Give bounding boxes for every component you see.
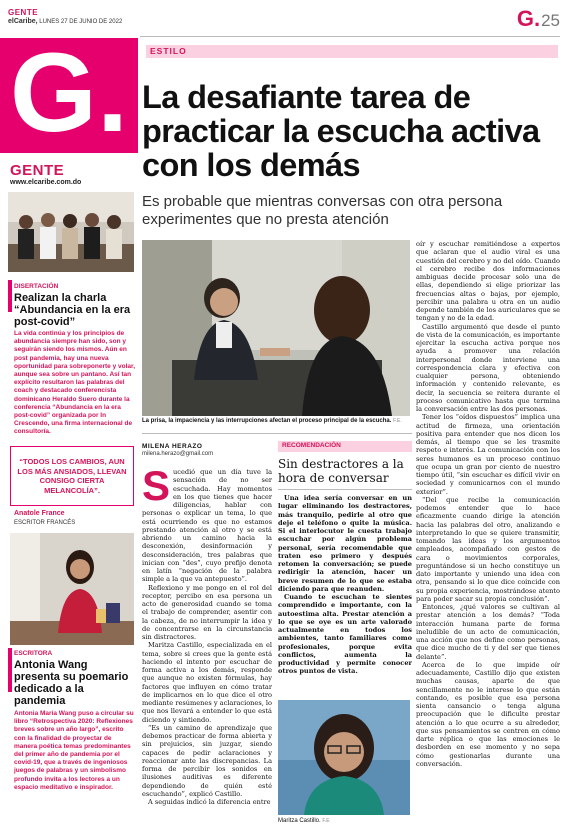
col1-paragraph-2: Reflexiono y me pongo en el rol del receptor, percibo en esa persona un acto de generosidad cuando se toma el trabajo de comprender, asentir con la cabeza, de no interrumpir la idea y de concentrarse en la circunstancia sin distractores.	[142, 583, 272, 641]
article-column-1	[142, 462, 272, 806]
page-header-left	[8, 8, 122, 25]
section-tag	[146, 45, 558, 58]
header-divider	[140, 36, 560, 37]
article-column-3	[416, 240, 560, 768]
quote-box	[10, 446, 134, 506]
recommendation-paragraph-2: Cuando te escuchan te sientes comprendido e importante, con la autoestima alta. Prestar atención a lo que se oye es un arte valorado actualmente en todos los ambientes, tanto familiares como profesionales, porque evita conflictos, aumenta la productividad y permite conocer otros puntos de vista.	[278, 593, 412, 676]
col1-paragraph-1: ucedió que un día tuve la sensación de no ser escuchada. Hay momentos en los que tienes que hacer diligencias, hablar con personas o explicar un tema, lo que está ocurriendo es que no estamos prestando atención al otro y se está abriendo un camino hacia la desconexión, desinformación y desconsideración, tres palabras que inician con “des”, cuyo prefijo denota en latín “negación de la palabra simple a la que va antepuesto”.	[142, 468, 272, 584]
main-photo-caption-text: La prisa, la impaciencia y las interrupciones afectan el proceso principal de la escucha.	[142, 418, 392, 424]
quote-text: “TODOS LOS CAMBIOS, AUN LOS MÁS ANSIADOS, LLEVAN CONSIGO CIERTA MELANCOLÍA”.	[17, 457, 127, 495]
col3-paragraph-6: Acerca de lo que impide oír adecuadamente, Castillo dijo que existen muchas causas, aparte de que sencillamente no le interese lo que están contando, es posible que esa persona sienta cansancio o tenga alguna preocupación que le dificulte prestar atención a lo que ocurre a su alrededor, que sus pensamientos se centren en cómo darte réplica o que las emociones le desborden en ese momento y no sepa cómo gestionarlas durante una conversación.	[416, 660, 560, 768]
photo3-credit: F.E	[322, 818, 330, 824]
recommendation-tag	[278, 441, 412, 452]
quote-author: Anatole France	[14, 510, 65, 517]
page-number: 25	[541, 11, 560, 30]
header-section: GENTE	[8, 8, 39, 17]
story2-accent-bar	[8, 648, 12, 692]
photo3-caption	[278, 818, 330, 824]
story2-kicker: ESCRITORA	[14, 650, 53, 657]
caption-divider	[142, 433, 412, 434]
recommendation-body	[278, 494, 412, 676]
col1-paragraph-5: A seguidas indicó la diferencia entre	[148, 798, 271, 806]
section-tag-label: ESTILO	[150, 46, 187, 56]
col3-paragraph-3: Tener los “oídos dispuestos” implica una actitud de firmeza, una orientación positiva para entender que nos dicen los demás, al tiempo que se les trasmite respeto e interés. La comunicación con los seres humanos es un proceso continuo que ocupa un gran por ciento de nuestro tiempo útil, “sin escuchar es difícil vivir en sociedad y comunicarnos con el mundo exterior”.	[416, 413, 560, 496]
maritza-castillo-photo	[278, 700, 410, 815]
quote-author-role: ESCRITOR FRANCÉS	[14, 520, 76, 526]
story2-body: Antonia María Wang puso a circular su libro “Retrospectiva 2020: Reflexiones breves sobre un año largo”, escrito con la finalidad de proyectar de manera poética temas predominantes del primer año de pandemia por el covid-19, que a través de ingeniosos juegos de palabras y un simbolismo profundo invita a los lectores a un espacio meditativo e inspirador.	[14, 710, 134, 791]
main-photo-credit: F.E.	[393, 418, 402, 424]
photo3-caption-text: Maritza Castillo.	[278, 818, 321, 824]
drop-cap: S	[142, 462, 171, 509]
page-number-block	[517, 6, 560, 32]
col3-paragraph-1: oír y escuchar remitiéndose a expertos que aclaran que el audio viral es una cuestión del cerebro y no del oído. Cuando el cerebro recibe dos informaciones ambiguas decide procesar solo una de ellas, dependiendo si elige priorizar las frecuencias altas o bajas, por ejemplo, percibir una palabra u otra en un audio depende también de los auriculares que se tengan y no de la edad.	[416, 240, 560, 323]
recommendation-title: Sin destractores a la hora de conversar	[278, 457, 404, 485]
recommendation-paragraph-1: Una idea sería conversar en un lugar eliminando los destractores, más tranquilo, pedirle al otro que deje el teléfono o quite la música. Si el interlocutor le cuesta trabajo escuchar por algún problema personal, sería recomendable que traten eso primero y después retomen la conversación; se puede redirigir la atención, hacer un breve resumen de lo que se estaba diciendo para que reanuden.	[278, 494, 412, 593]
col1-paragraph-3: Maritza Castillo, especializada en el tema, sobre si crees que la gente está haciendo el intento por escuchar de forma activa a los demás, responde que aunque no existen fórmulas, hay factores que influyen en cómo tratar de implicarnos en lo que dice el otro mediante resúmenes y aclaraciones, lo que nos llevará a entender lo que está diciendo y sintiendo.	[142, 641, 272, 724]
main-article-photo	[142, 240, 410, 416]
recommendation-label: RECOMENDACIÓN	[282, 442, 341, 449]
sidebar-website[interactable]: www.elcaribe.com.do	[10, 179, 82, 186]
main-photo-caption	[142, 418, 412, 424]
sidebar-section-title: GENTE	[10, 162, 65, 179]
col1-paragraph-4: “Es un camino de aprendizaje que debemos practicar de forma abierta y sin prejuicios, sin juzgar, siendo capaces de pedir aclaraciones y reaccionar ante las discrepancias. La forma de percibir los sonidos en ilusiones auditivas es diferente dependiendo de quién esté escuchando”, explicó Castillo.	[142, 723, 272, 798]
recommendation-divider	[278, 489, 412, 490]
headline: La desafiante tarea de practicar la escucha activa con los demás	[142, 79, 540, 183]
section-logo-letter: G.	[9, 29, 129, 155]
story1-body: La vida continúa y los principios de abundancia siempre han sido, son y seguirán siendo los mismos. Aún en post pandemia, hay una nueva oportunidad para sobreponerte y volar, aunque sea sobre un pantano. Así tan explícito resultaron las palabras del coach y destacado conferencista dominicano Heraldo Suero durante la conferencia “Abundancia en la era post-covid” organizada por In Crescendo, una firma internacional de consultoría.	[14, 330, 135, 436]
story1-kicker: DISERTACIÓN	[14, 283, 59, 290]
section-logo	[0, 29, 138, 155]
author-email[interactable]: milena.herazo@gmail.com	[142, 451, 214, 457]
story2-title: Antonia Wang presenta su poemario dedicado a la pandemia	[14, 659, 129, 707]
publication-name: elCaribe,	[8, 18, 38, 25]
header-publication	[8, 18, 122, 25]
story1-accent-bar	[8, 280, 12, 312]
author-byline: MILENA HERAZO	[142, 443, 203, 450]
col3-paragraph-2: Castillo argumentó que desde el punto de vista de la comunicación, es importante ejercitar la escucha activa porque nos ayuda a promover una relación interpersonal donde interviene una correspondencia clara y efectiva con cualquier persona, obteniendo información y contenido relevante, es decir, la secuencia se reitera durante el proceso comunicativo hasta que termina la conversación entre las dos personas.	[416, 322, 560, 413]
author-wang-photo	[10, 533, 134, 645]
header-letter: G.	[516, 6, 541, 31]
story1-title: Realizan la charla “Abundancia en la era post-covid”	[14, 292, 131, 328]
conference-photo	[8, 192, 134, 272]
subheadline: Es probable que mientras conversas con otra persona experimentes que no presta atención	[142, 193, 503, 228]
publication-date: LUNES 27 DE JUNIO DE 2022	[39, 19, 123, 25]
col3-paragraph-4: “Del que recibe la comunicación podemos entender que lo hace eficazmente cuando dirige la atención hacia las palabras del otro, analizando e interpretando lo que se quiere transmitir, tomando las ideas y los argumentos empleados, acompañado con gestos de cara o movimientos corporales, preguntándose si un hecho constituye un dato importante y uniendo una idea con otra, pensando si lo que dice coincide con su propia experiencia, mostrándose atento para poder sacar su propia conclusión”.	[416, 495, 560, 603]
col3-paragraph-5: Entonces, ¿qué valores se cultivan al prestar atención a los demás? “Toda interacción humana parte de forma ineludible de un acto de comunicación, una acción que nos define como personas, que dice mucho de ti y del ser que tienes delante”.	[416, 603, 560, 661]
